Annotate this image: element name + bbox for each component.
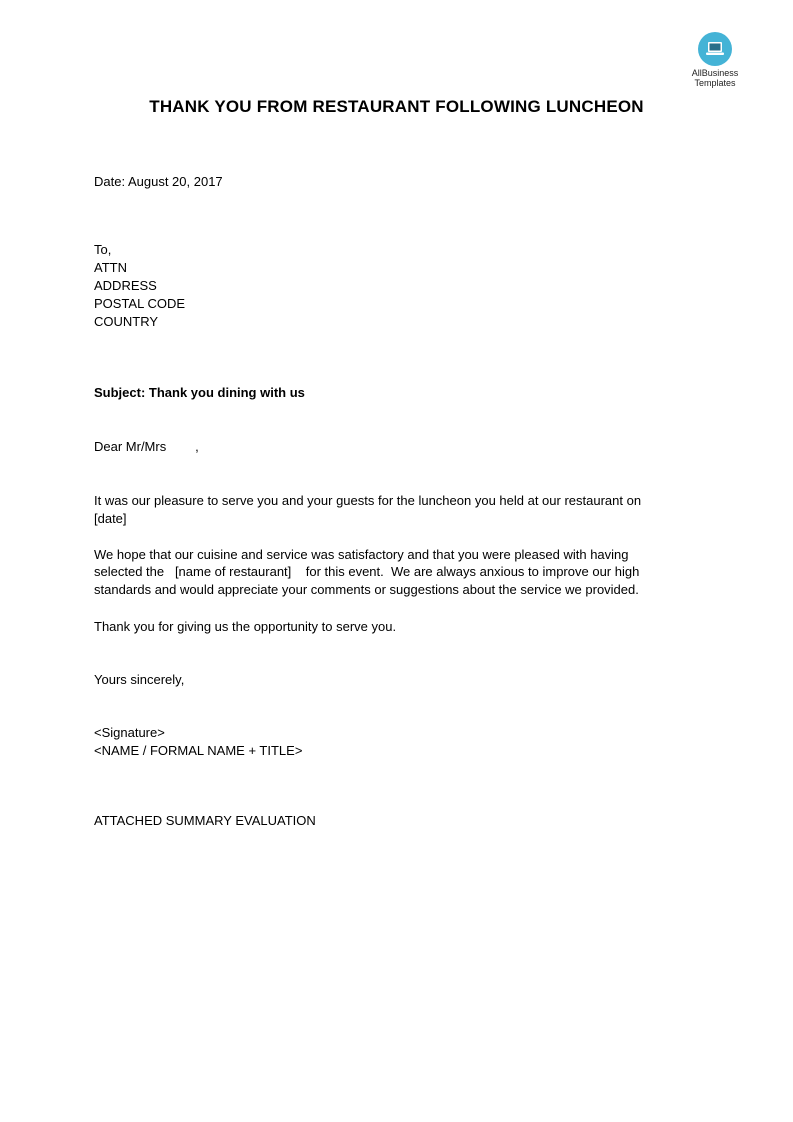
- allbusiness-logo: [684, 32, 746, 88]
- laptop-icon: [698, 32, 732, 66]
- letter-date: Date: August 20, 2017: [94, 174, 223, 189]
- name-title-placeholder: <NAME / FORMAL NAME + TITLE>: [94, 743, 303, 758]
- body-paragraph-3: Thank you for giving us the opportunity to serve you.: [94, 619, 397, 634]
- salutation: Dear Mr/Mrs ,: [94, 439, 199, 454]
- logo-text-line2: Templates: [694, 78, 736, 88]
- body-paragraph-2-line-3: standards and would appreciate your comments or suggestions about the service we provided.: [94, 582, 639, 597]
- signature-placeholder: <Signature>: [94, 725, 165, 740]
- recipient-to: To,: [94, 242, 112, 257]
- closing: Yours sincerely,: [94, 672, 185, 687]
- document-title: THANK YOU FROM RESTAURANT FOLLOWING LUNCHEON: [149, 97, 644, 116]
- body-paragraph-2-line-2: selected the [name of restaurant] for this event. We are always anxious to improve our high: [94, 564, 640, 579]
- recipient-attn: ATTN: [94, 260, 127, 275]
- recipient-country: COUNTRY: [94, 314, 159, 329]
- logo-text-line1: AllBusiness: [691, 68, 739, 78]
- letter-subject: Subject: Thank you dining with us: [94, 385, 305, 400]
- body-paragraph-2-line-1: We hope that our cuisine and service was satisfactory and that you were pleased with having: [94, 547, 629, 562]
- body-paragraph-1-line-2: [date]: [94, 511, 127, 526]
- recipient-address: ADDRESS: [94, 278, 157, 293]
- recipient-postal-code: POSTAL CODE: [94, 296, 186, 311]
- body-paragraph-1-line-1: It was our pleasure to serve you and your guests for the luncheon you held at our restaurant on: [94, 493, 642, 508]
- attachment-note: ATTACHED SUMMARY EVALUATION: [94, 813, 316, 828]
